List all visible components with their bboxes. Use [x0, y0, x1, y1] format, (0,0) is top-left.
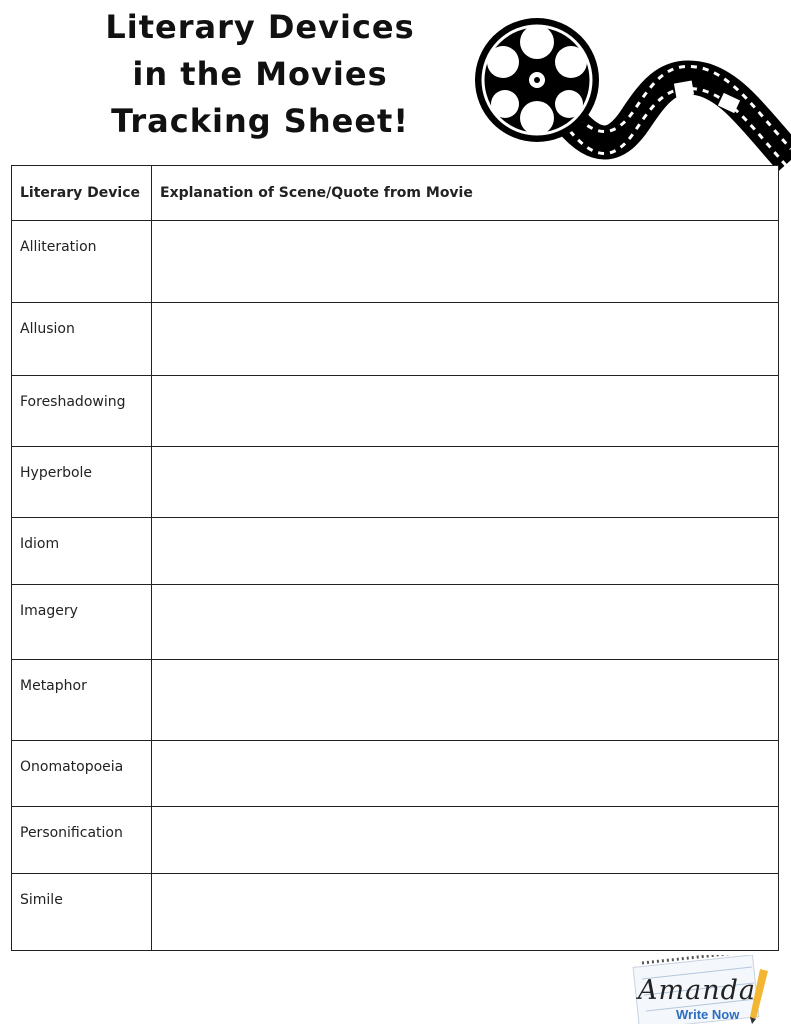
column-header-explanation: Explanation of Scene/Quote from Movie — [152, 166, 779, 221]
explanation-cell[interactable] — [152, 518, 779, 585]
table-row — [12, 874, 779, 951]
device-label: Onomatopoeia — [12, 741, 152, 807]
reel-icon — [475, 18, 599, 142]
table-row — [12, 741, 779, 807]
device-label: Simile — [12, 874, 152, 951]
explanation-cell[interactable] — [152, 585, 779, 660]
tracking-table — [11, 165, 779, 951]
page-title — [60, 4, 460, 145]
explanation-cell[interactable] — [152, 447, 779, 518]
explanation-cell[interactable] — [152, 221, 779, 303]
column-header-device: Literary Device — [12, 166, 152, 221]
device-label: Allusion — [12, 303, 152, 376]
device-label: Personification — [12, 807, 152, 874]
table-row — [12, 660, 779, 741]
title-line-3: Tracking Sheet! — [111, 102, 409, 140]
device-label: Idiom — [12, 518, 152, 585]
device-label: Metaphor — [12, 660, 152, 741]
table-row — [12, 303, 779, 376]
explanation-cell[interactable] — [152, 376, 779, 447]
device-label: Hyperbole — [12, 447, 152, 518]
title-line-2: in the Movies — [132, 55, 388, 93]
table-row — [12, 447, 779, 518]
explanation-cell[interactable] — [152, 741, 779, 807]
explanation-cell[interactable] — [152, 874, 779, 951]
table-row — [12, 518, 779, 585]
brand-logo — [628, 955, 773, 1024]
explanation-cell[interactable] — [152, 807, 779, 874]
explanation-cell[interactable] — [152, 660, 779, 741]
device-label: Alliteration — [12, 221, 152, 303]
logo-script-text: Amanda — [638, 975, 756, 1006]
table-row — [12, 376, 779, 447]
title-line-1: Literary Devices — [105, 8, 415, 46]
film-strip-icon — [570, 66, 791, 171]
table-row — [12, 221, 779, 303]
explanation-cell[interactable] — [152, 303, 779, 376]
device-label: Foreshadowing — [12, 376, 152, 447]
device-label: Imagery — [12, 585, 152, 660]
table-row — [12, 807, 779, 874]
table-header-row — [12, 166, 779, 221]
logo-sub-text: Write Now — [676, 1007, 740, 1022]
film-reel-icon — [475, 0, 791, 190]
table-row — [12, 585, 779, 660]
